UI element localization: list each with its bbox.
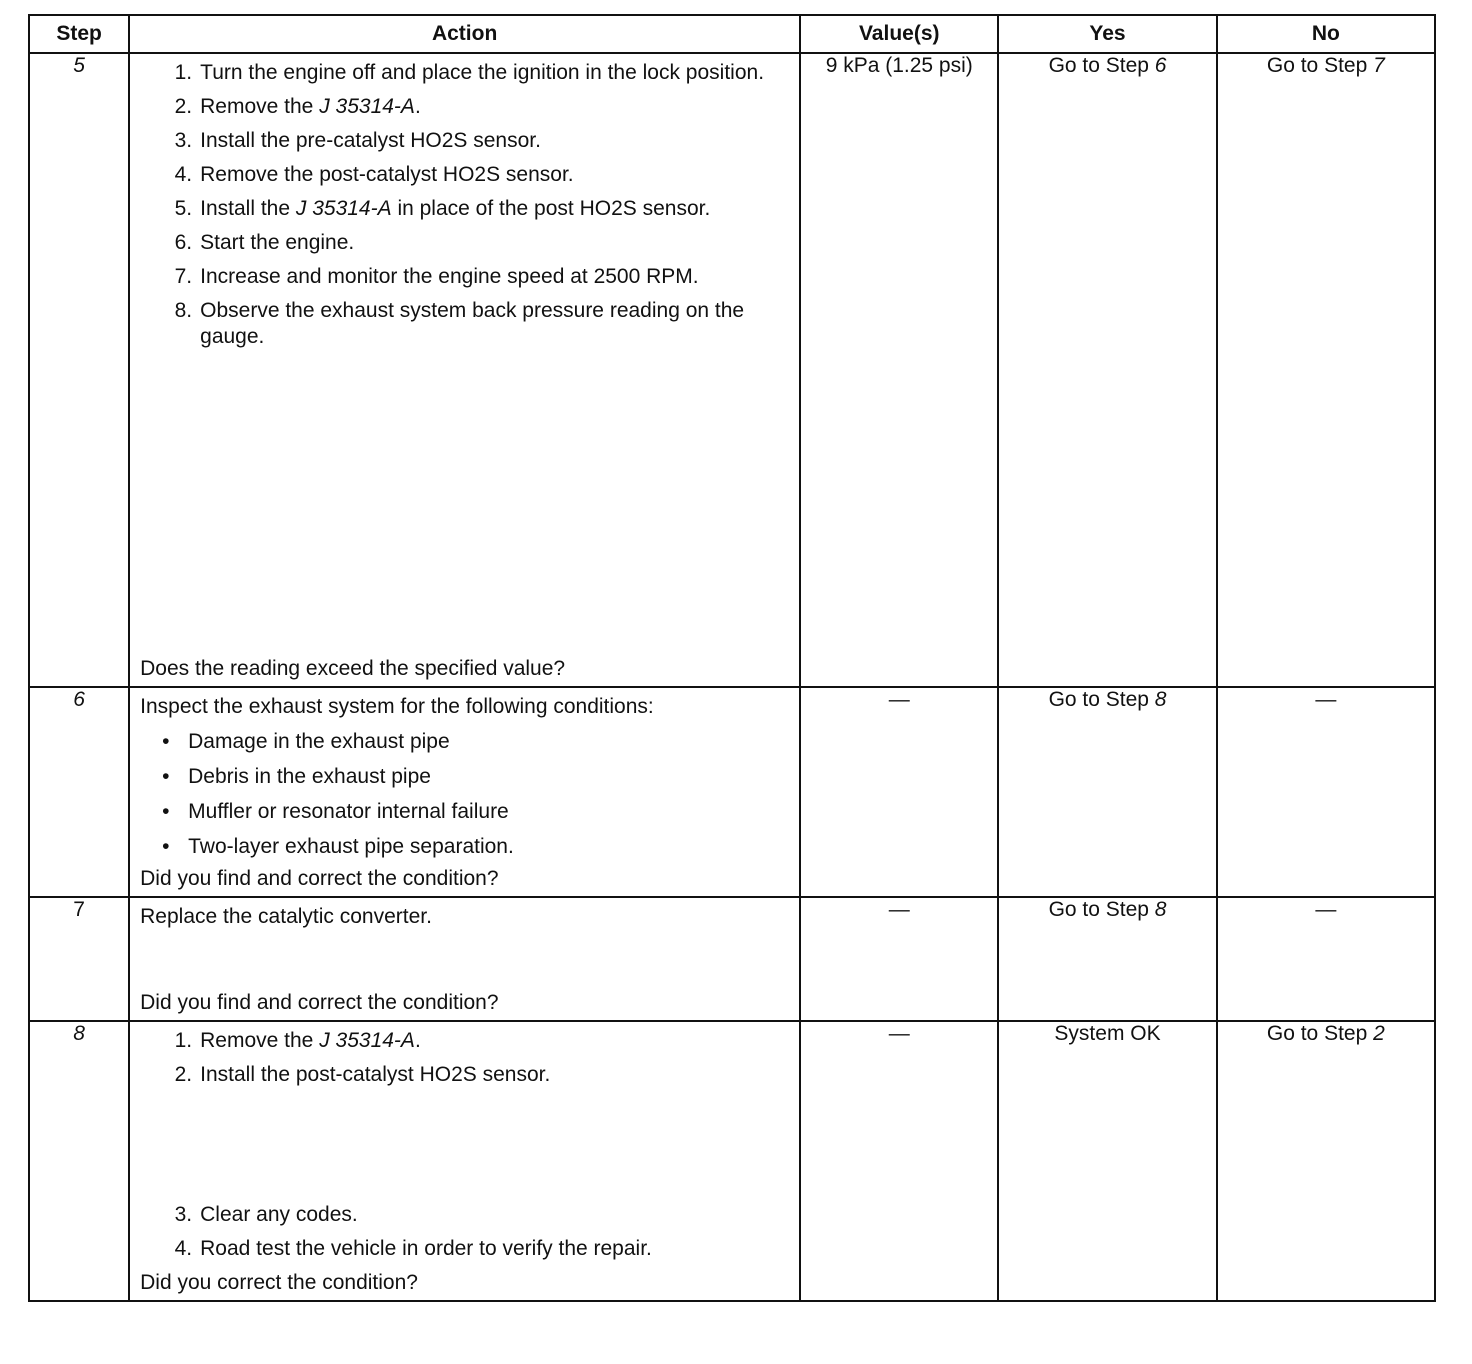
value-cell: — (800, 1021, 998, 1301)
step-index: 2. (174, 95, 193, 118)
table-row-step-7 (29, 897, 1435, 1021)
no-cell: — (1217, 687, 1435, 897)
step-index: 4. (174, 1237, 193, 1260)
goto-step: 6 (1154, 54, 1167, 77)
action-step (140, 196, 781, 222)
value-cell: — (800, 897, 998, 1021)
action-step (140, 1028, 781, 1054)
goto-step: 8 (1154, 688, 1167, 711)
step-text: Start the engine. (200, 231, 355, 254)
condition-list (140, 729, 781, 860)
header-no: No (1217, 15, 1435, 53)
step-index: 7. (174, 265, 193, 288)
step-index: 1. (174, 1029, 193, 1052)
table-row-step-6 (29, 687, 1435, 897)
question: Did you correct the condition? (140, 1271, 418, 1294)
action-steps (140, 1028, 781, 1096)
header-values: Value(s) (800, 15, 998, 53)
step-index: 3. (174, 1203, 193, 1226)
no-cell: — (1217, 897, 1435, 1021)
action-step (140, 162, 781, 188)
yes-cell (998, 53, 1216, 687)
yes-cell: System OK (998, 1021, 1216, 1301)
condition-item: • Debris in the exhaust pipe (140, 764, 781, 790)
action-step (140, 264, 781, 290)
goto-prefix: Go to Step (1048, 898, 1155, 921)
header-step: Step (29, 15, 129, 53)
action-cell (129, 687, 800, 897)
goto-step: 7 (1373, 54, 1385, 77)
yes-cell (998, 897, 1216, 1021)
step-text: Remove the (200, 95, 320, 118)
step-text: Turn the engine off and place the ignition in the lock position. (200, 61, 765, 84)
goto-step: 8 (1154, 898, 1167, 921)
question: Did you find and correct the condition? (140, 991, 499, 1014)
step-index: 3. (174, 129, 193, 152)
action-step (140, 1062, 781, 1088)
step-text: Road test the vehicle in order to verify the repair. (200, 1237, 652, 1260)
condition-item: • Two-layer exhaust pipe separation. (140, 834, 781, 860)
question: Does the reading exceed the specified value? (140, 657, 566, 680)
tool-number: J 35314-A (319, 1029, 415, 1052)
step-number (29, 897, 129, 1021)
step-text: Remove the post-catalyst HO2S sensor. (200, 163, 574, 186)
action-intro: Inspect the exhaust system for the following conditions: (140, 695, 654, 718)
table-row-step-8 (29, 1021, 1435, 1301)
action-step (140, 94, 781, 120)
action-intro: Replace the catalytic converter. (140, 905, 432, 928)
goto-step: 2 (1373, 1022, 1385, 1045)
goto-prefix: Go to Step (1266, 1022, 1374, 1045)
yes-cell (998, 687, 1216, 897)
step-number (29, 1021, 129, 1301)
step-index: 4. (174, 163, 193, 186)
step-number-text: 6 (73, 688, 85, 711)
step-text: Install the pre-catalyst HO2S sensor. (200, 129, 541, 152)
step-number-text: 5 (73, 54, 85, 77)
question: Did you find and correct the condition? (140, 867, 499, 890)
no-cell (1217, 53, 1435, 687)
step-number-text: 7 (73, 898, 85, 921)
action-step (140, 230, 781, 256)
step-text: Install the post-catalyst HO2S sensor. (200, 1063, 551, 1086)
goto-prefix: Go to Step (1048, 688, 1155, 711)
goto-prefix: Go to Step (1266, 54, 1374, 77)
no-cell (1217, 1021, 1435, 1301)
value-cell: 9 kPa (1.25 psi) (800, 53, 998, 687)
step-index: 5. (174, 197, 193, 220)
step-text-end: in place of the post HO2S sensor. (391, 197, 711, 220)
action-step (140, 298, 781, 350)
header-yes: Yes (998, 15, 1216, 53)
step-text: Remove the (200, 1029, 320, 1052)
step-text: Observe the exhaust system back pressure reading on the gauge. (200, 299, 745, 348)
step-number (29, 687, 129, 897)
action-steps (140, 60, 781, 358)
action-cell (129, 897, 800, 1021)
condition-item: • Damage in the exhaust pipe (140, 729, 781, 755)
action-steps (140, 1202, 781, 1262)
action-step (140, 1236, 781, 1262)
diagnostic-table (28, 14, 1436, 1302)
step-number (29, 53, 129, 687)
tool-number: J 35314-A (319, 95, 415, 118)
action-step (140, 128, 781, 154)
condition-item: • Muffler or resonator internal failure (140, 799, 781, 825)
step-index: 1. (174, 61, 193, 84)
step-text: Clear any codes. (200, 1203, 358, 1226)
action-cell (129, 53, 800, 687)
step-text-end: . (414, 95, 421, 118)
step-text-end: . (414, 1029, 421, 1052)
tool-number: J 35314-A (295, 197, 392, 220)
step-number-text: 8 (73, 1022, 85, 1045)
table-row-step-5 (29, 53, 1435, 687)
action-step (140, 1202, 781, 1228)
step-index: 6. (174, 231, 193, 254)
action-step (140, 60, 781, 86)
header-row (29, 15, 1435, 53)
step-text: Increase and monitor the engine speed at 2500 RPM. (200, 265, 699, 288)
step-text: Install the (200, 197, 296, 220)
step-index: 2. (174, 1063, 193, 1086)
header-action: Action (129, 15, 800, 53)
action-cell (129, 1021, 800, 1301)
goto-prefix: Go to Step (1048, 54, 1155, 77)
step-index: 8. (174, 299, 193, 322)
value-cell: — (800, 687, 998, 897)
